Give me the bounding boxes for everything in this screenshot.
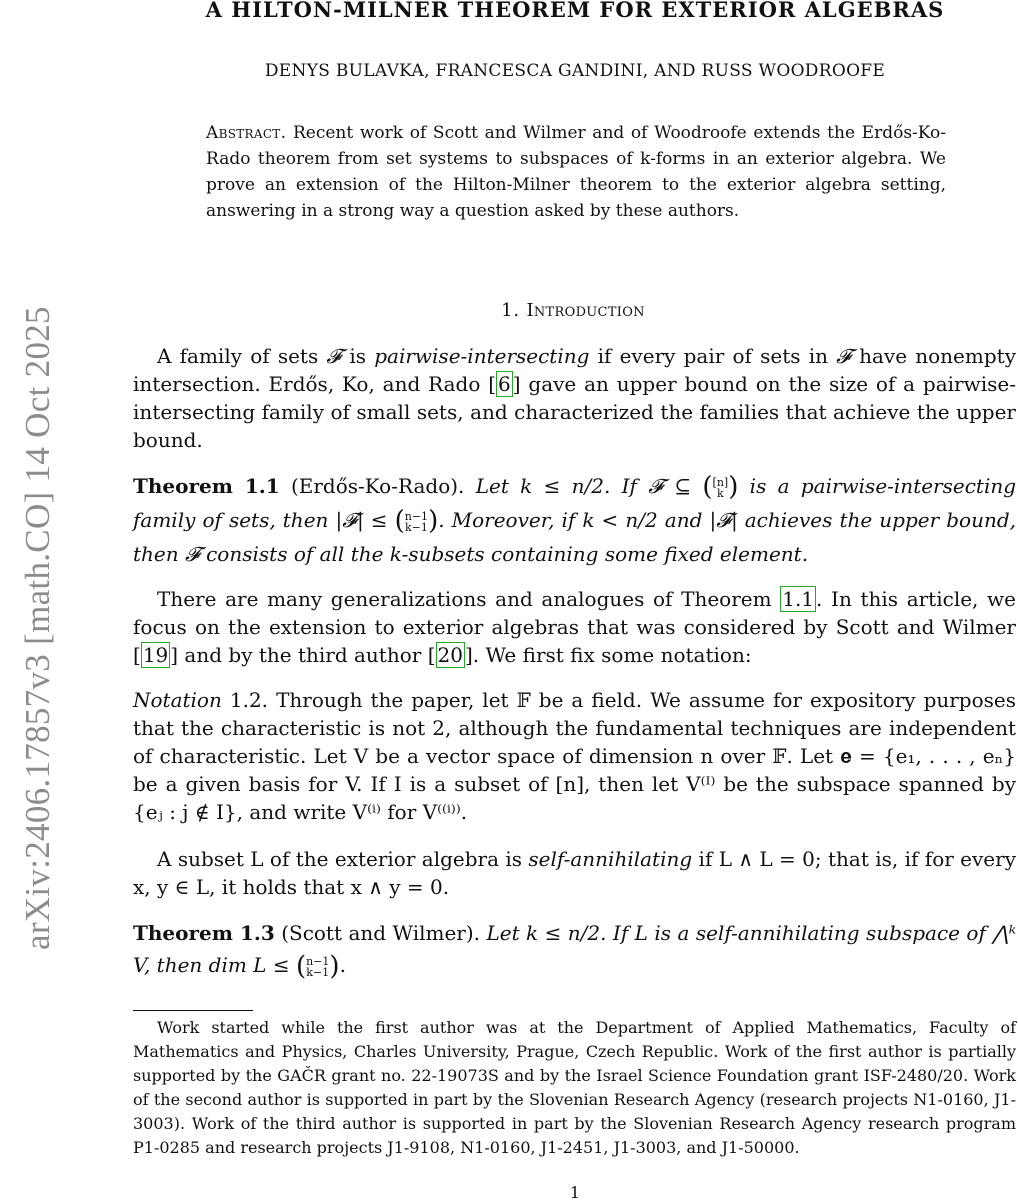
citation-link[interactable]: 19 <box>142 643 169 667</box>
notation-1-2 <box>133 686 1016 826</box>
notation-number: 1.2. <box>229 688 269 712</box>
term-self-annihilating: self-annihilating <box>528 847 693 871</box>
family-symbol: 𝓕 <box>326 344 342 368</box>
citation-link[interactable]: 6 <box>498 372 511 396</box>
theorem-text-2: is a pairwise-intersecting family of sets, then |𝓕| ≤ <box>133 474 1017 532</box>
abstract-text: Recent work of Scott and Wilmer and of Woodroofe extends the Erdős-Ko-Rado theorem from set systems to subspaces of k-forms in an exterior algebra. We prove an extension of the Hilton-Milner theorem to the exterior algebra setting, answering in a strong way a question asked by these authors. <box>206 123 947 221</box>
notation-label: Notation <box>133 688 222 712</box>
p2-text-4: . We first fix some notation: <box>472 643 752 667</box>
theorem-attribution: (Erdős-Ko-Rado). <box>290 474 465 498</box>
theorem-text-3: . Moreover, if k < n/2 and |𝓕| achieves the upper bound, then 𝓕 consists of all the k-subsets containing some fixed element. <box>133 508 1016 566</box>
theorem-attribution: (Scott and Wilmer). <box>281 921 481 945</box>
intro-paragraph: A family of sets 𝓕 is pairwise-intersecting if every pair of sets in 𝓕 have nonempty intersection. Erdős, Ko, and Rado [ 6 ] gave an upper bound on the size of a pairwise-intersecting family of small sets, and characterized the families that achieve the upper bound. <box>133 344 1016 452</box>
binomial: n−1 k−1 <box>306 954 330 979</box>
theorem-label: Theorem 1.3 <box>133 921 275 945</box>
abstract-label: Abstract. <box>206 123 287 143</box>
abstract <box>206 120 946 224</box>
p3-text-2: if L ∧ L = 0; that is, if for every x, y ∈ L, it holds that x ∧ y = 0. <box>133 847 1016 899</box>
paragraph-2: There are many generalizations and analogues of Theorem 1.1 . In this article, we focus on the extension to exterior algebras that was considered by Scott and Wilmer [ 19 ] and by the third author [ 20 ]. We first fix some notation: <box>133 587 1017 667</box>
page-number: 1 <box>569 1183 581 1202</box>
p3-text-1: A subset L of the exterior algebra is <box>157 847 529 871</box>
p2-text-3: and by the third author <box>178 643 428 667</box>
p2-text-2: . In this article, we focus on the extension to exterior algebras that was considered by Scott and Wilmer <box>133 587 1017 639</box>
intro-text-3: if every pair of sets in <box>589 344 837 368</box>
theorem-text-1: Let k ≤ n/2. If 𝓕 ⊆ <box>475 474 703 498</box>
theorem-text-1: Let k ≤ n/2. If L is a self-annihilating subspace of ⋀ᵏ V, then dim L ≤ <box>133 921 1016 977</box>
theorem-1-3: Theorem 1.3 (Scott and Wilmer). Let k ≤ n/2. If L is a self-annihilating subspace of ⋀ᵏ V, then dim L ≤ (n−1 k−1). <box>133 921 1016 982</box>
footnote: Work started while the first author was at the Department of Applied Mathematics, Faculty of Mathematics and Physics, Charles University, Prague, Czech Republic. Work of the first author is partially supported by the GAČR grant no. 22-19073S and by the Israel Science Foundation grant ISF-2480/20. Work of the second author is supported in part by the Slovenian Research Agency (research projects N1-0160, J1-3003). Work of the third author is supported in part by the Slovenian Research Agency research program P1-0285 and research projects J1-9108, N1-0160, J1-2451, J1-3003, and J1-50000. <box>133 1018 1016 1157</box>
arxiv-stamp: arXiv:2406.17857v3 [math.CO] 14 Oct 2025 <box>18 306 57 950</box>
term-pairwise-intersecting: pairwise-intersecting <box>374 344 590 368</box>
paragraph-3 <box>133 845 1016 901</box>
theorem-1-1: Theorem 1.1 (Erdős-Ko-Rado). Let k ≤ n/2. If 𝓕 ⊆ ([n] k ) is a pairwise-intersecting family of sets, then |𝓕| ≤ (n−1 k−1). Moreover, if k < n/2 and |𝓕| achieves the upper bound, then 𝓕 consists of all the k-subsets containing some fixed element. <box>133 472 1017 566</box>
binomial: [n] k <box>712 475 729 500</box>
section-heading <box>133 300 1013 321</box>
intro-text-5: gave an upper bound on the size of a pairwise-intersecting family of small sets, and characterized the families that achieve the upper bound. <box>133 372 1016 452</box>
intro-text-4: have nonempty intersection. Erdős, Ko, and Rado <box>133 344 1016 396</box>
footnote-rule <box>133 1010 253 1011</box>
intro-text-1: A family of sets <box>157 344 327 368</box>
intro-text-2: is <box>341 344 375 368</box>
section-title: Introduction <box>526 300 645 321</box>
p2-text-1: There are many generalizations and analogues of Theorem <box>157 587 781 611</box>
theorem-label: Theorem 1.1 <box>133 474 280 498</box>
family-symbol: 𝓕 <box>836 344 851 368</box>
theorem-text-2: . <box>339 953 346 977</box>
paper-authors: DENYS BULAVKA, FRANCESCA GANDINI, AND RUSS WOODROOFE <box>264 61 886 81</box>
notation-text: Through the paper, let 𝔽 be a field. We assume for expository purposes that the characteristic is not 2, although the fundamental techniques are independent of characteristic. Let V be a vector space of dimension n over 𝔽. Let 𝐞 = {e₁, . . . , eₙ} be a given basis for V. If I is a subset of [n], then let V⁽ᴵ⁾ be the subspace spanned by {eⱼ : j ∉ I}, and write V⁽ⁱ⁾ for V⁽⁽ⁱ⁾⁾. <box>133 688 1017 824</box>
binomial: n−1 k−1 <box>404 509 429 534</box>
section-number: 1. <box>501 300 520 321</box>
citation-link[interactable]: 20 <box>437 643 463 667</box>
theorem-link[interactable]: 1.1 <box>782 587 815 611</box>
paper-title: A HILTON-MILNER THEOREM FOR EXTERIOR ALGEBRAS <box>205 0 945 22</box>
